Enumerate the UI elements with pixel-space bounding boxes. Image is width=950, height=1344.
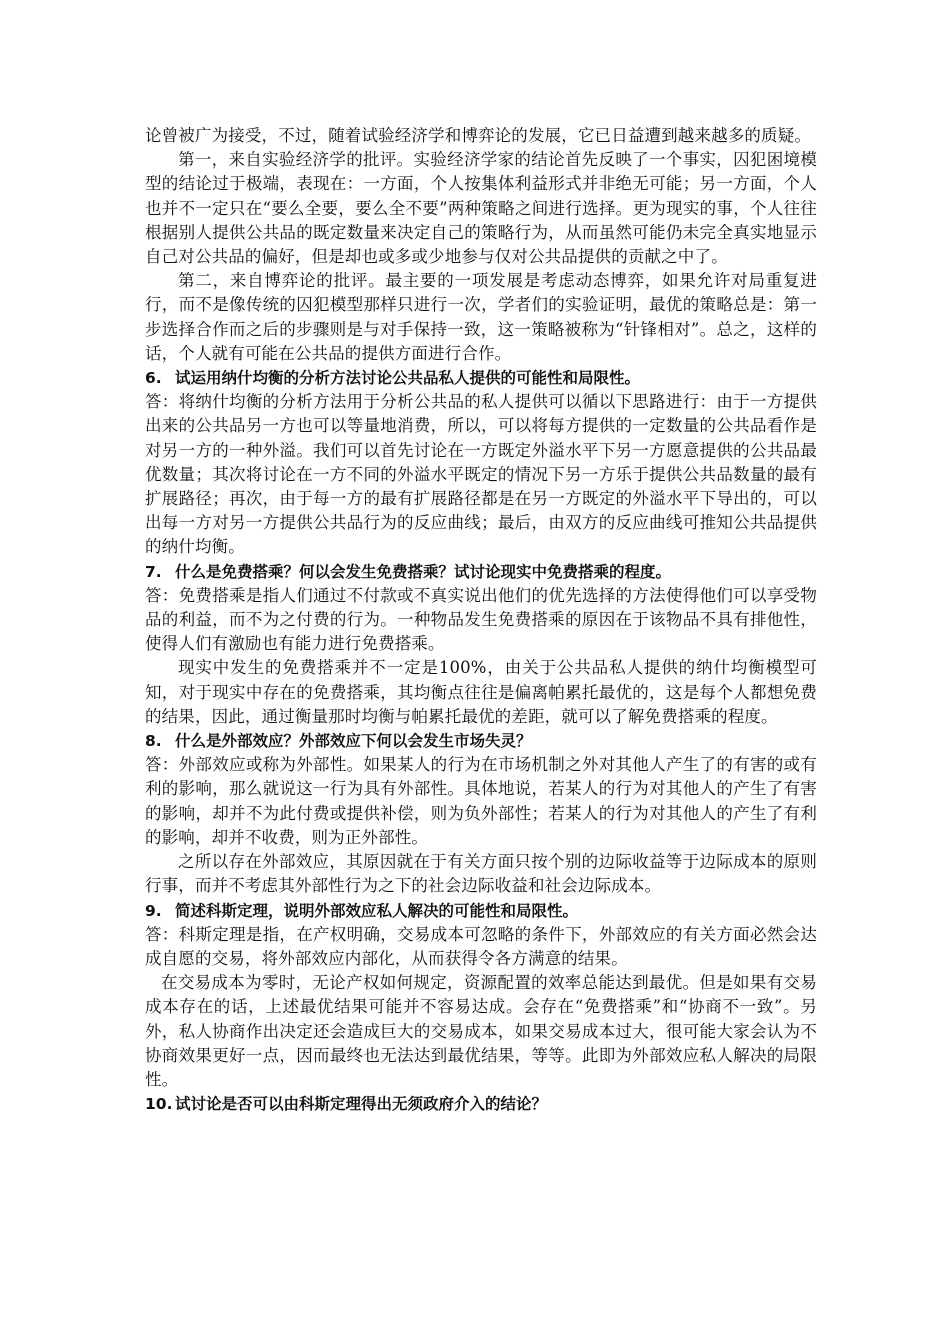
question-text: 简述科斯定理，说明外部效应私人解决的可能性和局限性。 bbox=[175, 901, 579, 920]
question-text: 什么是免费搭乘？何以会发生免费搭乘？试讨论现实中免费搭乘的程度。 bbox=[175, 562, 672, 581]
answer-6: 答：将纳什均衡的分析方法用于分析公共品的私人提供可以循以下思路进行：由于一方提供出来的公共品另一方也可以等量地消费，所以，可以将每方提供的一定数量的公共品看作是对另一方的一种外溢。我们可以首先讨论在一方既定外溢水平下另一方愿意提供的公共品最优数量；其次将讨论在一方不同的外溢水平既定的情况下另一方乐于提供公共品数量的最有扩展路径；再次，由于每一方的最有扩展路径都是在另一方既定的外溢水平下导出的，可以出每一方对另一方提供公共品行为的反应曲线；最后，由双方的反应曲线可推知公共品提供的纳什均衡。 bbox=[145, 392, 817, 557]
question-number: 9. bbox=[145, 901, 162, 920]
question-6-heading bbox=[145, 366, 817, 390]
question-number: 6. bbox=[145, 369, 162, 388]
answer-9: 答：科斯定理是指，在产权明确，交易成本可忽略的条件下，外部效应的有关方面必然会达成自愿的交易，将外部效应内部化，从而获得令各方满意的结果。 bbox=[145, 924, 817, 968]
answer-8: 答：外部效应或称为外部性。如果某人的行为在市场机制之外对其他人产生了的有害的或有利的影响，那么就说这一行为具有外部性。具体地说，若某人的行为对其他人的产生了有害的影响，却并不为此付费或提供补偿，则为负外部性；若某人的行为对其他人的产生了有利的影响，却并不收费，则为正外部性。 bbox=[145, 755, 817, 847]
answer-8-continued: 之所以存在外部效应，其原因就在于有关方面只按个别的边际收益等于边际成本的原则行事，而并不考虑其外部性行为之下的社会边际收益和社会边际成本。 bbox=[145, 852, 817, 896]
question-8-heading bbox=[145, 729, 817, 753]
answer-7: 答：免费搭乘是指人们通过不付款或不真实说出他们的优先选择的方法使得他们可以享受物品的利益，而不为之付费的行为。一种物品发生免费搭乘的原因在于该物品不具有排他性，使得人们有激励也有能力进行免费搭乘。 bbox=[145, 585, 817, 654]
question-10-heading bbox=[145, 1092, 817, 1116]
question-text: 试运用纳什均衡的分析方法讨论公共品私人提供的可能性和局限性。 bbox=[175, 369, 641, 388]
question-9-heading bbox=[145, 899, 817, 923]
question-7-heading bbox=[145, 560, 817, 584]
paragraph-experimental-critique: 第一，来自实验经济学的批评。实验经济学家的结论首先反映了一个事实，囚犯困境模型的结论过于极端，表现在：一方面，个人按集体利益形式并非绝无可能；另一方面，个人也并不一定只在“要么全要，要么全不要”两种策略之间进行选择。更为现实的事，个人往往根据别人提供公共品的既定数量来决定自己的策略行为，从而虽然可能仍未完全真实地显示自己对公共品的偏好，但是却也或多或少地参与仅对公共品提供的贡献之中了。 bbox=[145, 150, 817, 267]
paragraph-continuation: 论曾被广为接受，不过，随着试验经济学和博弈论的发展，它已日益遭到越来越多的质疑。 bbox=[145, 126, 811, 145]
paragraph-game-theory-critique: 第二，来自博弈论的批评。最主要的一项发展是考虑动态博弈，如果允许对局重复进行，而不是像传统的囚犯模型那样只进行一次，学者们的实验证明，最优的策略总是：第一步选择合作而之后的步骤则是与对手保持一致，这一策略被称为“针锋相对”。总之，这样的话，个人就有可能在公共品的提供方面进行合作。 bbox=[145, 271, 817, 363]
question-number: 8. bbox=[145, 732, 162, 751]
answer-7-continued: 现实中发生的免费搭乘并不一定是100%，由关于公共品私人提供的纳什均衡模型可知，对于现实中存在的免费搭乘，其均衡点往往是偏离帕累托最优的，这是每个人都想免费的结果，因此，通过衡量那时均衡与帕累托最优的差距，就可以了解免费搭乘的程度。 bbox=[145, 658, 817, 726]
question-number: 7. bbox=[145, 562, 162, 581]
question-number: 10. bbox=[145, 1095, 173, 1114]
answer-9-continued: 在交易成本为零时，无论产权如何规定，资源配置的效率总能达到最优。但是如果有交易成本存在的话，上述最优结果可能并不容易达成。会存在“免费搭乘”和“协商不一致”。另外，私人协商作出决定还会造成巨大的交易成本，如果交易成本过大，很可能大家会认为不协商效果更好一点，因而最终也无法达到最优结果，等等。此即为外部效应私人解决的局限性。 bbox=[145, 973, 817, 1089]
document-page bbox=[145, 124, 817, 1116]
question-text: 试讨论是否可以由科斯定理得出无须政府介入的结论？ bbox=[175, 1095, 548, 1114]
question-text: 什么是外部效应？外部效应下何以会发生市场失灵？ bbox=[175, 732, 532, 751]
